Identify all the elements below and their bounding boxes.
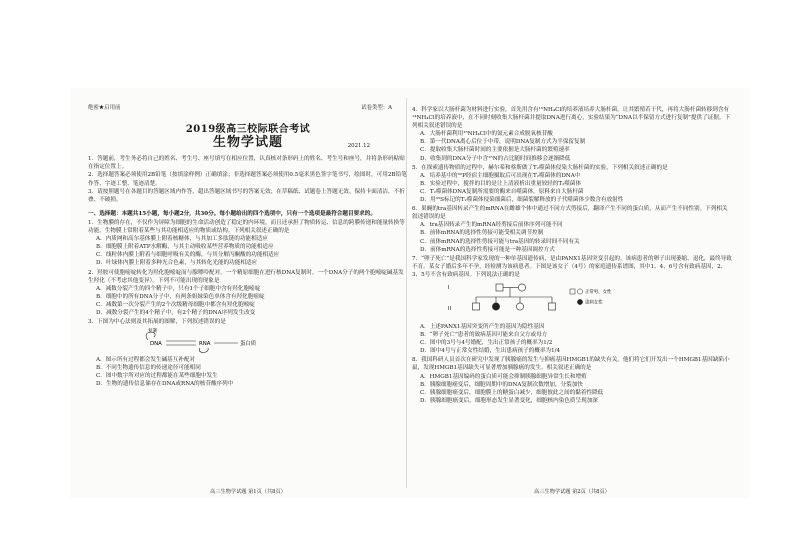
- rna-label: RNA: [199, 341, 211, 348]
- question-stem: 7．“卵子死亡”是我国科学家发现的一种单基因遗传病，是由PANX1基因突变引起的。该病患者的卵子出现萎缩、退化，最终导致不育。某女子婚后多年不孕，经检测为该病患者。下图是该女子（4号）的家庭遗传系谱图，其中1、4、6号含有致病基因，2、3、5号不含有致病基因。下列说法正确的是: [412, 255, 732, 278]
- legend-affected-female: [577, 299, 582, 304]
- instructions: [88, 155, 408, 204]
- legend-affected-label: 患病女性: [585, 300, 603, 306]
- option-a: A．减数分裂产生的四个精子中，只有1个子细胞中含有羟化胞嘧啶: [96, 285, 261, 292]
- option-b: B．前体mRNA的选择性剪接可能受相关调节控制: [420, 230, 544, 237]
- option-d: D．用³⁵S标记的T₂噬菌体侵染细菌后，细菌裂解释放的子代噬菌体少数含有放射性: [420, 197, 624, 204]
- pedigree-diagram: [412, 281, 612, 321]
- option-a: A．tra基因转录产生的mRNA经剪接后前体序列可能不同: [420, 222, 563, 229]
- option-b: B．不同生物遗传信息的传递途径可能相同: [96, 365, 201, 372]
- page-footer-left: 高三生物学试题 第1页（共8页）: [210, 488, 286, 495]
- page-footer-right: 高三生物学试题 第2页（共8页）: [534, 488, 610, 495]
- option-a: A．培养基中的³²P经宿主细胞摄取后可出现在T₂噬菌体的DNA中: [420, 172, 581, 179]
- pedigree-female-4: [492, 303, 499, 310]
- legend-normal-female: [577, 289, 582, 294]
- instruction-item: 2．选择题答案必须使用2B铅笔（按填涂样例）正确填涂；非选择题答案必须使用0.5毫米黑色签字笔书写，绘图时，可用2B铅笔作答，字迹工整、笔迹清楚。: [88, 172, 407, 187]
- question-stem: 2．羟胺可使胞嘧啶转化为羟化胞嘧啶而与腺嘌呤配对。一个精原细胞在进行核DNA复制时，一个DNA分子的两个胞嘧啶碱基发生羟化（不考虑其他变异）。下列不可能出现的现象是: [88, 269, 404, 284]
- central-dogma-diagram: [88, 328, 288, 354]
- option-a: A．HMGB1基因编码的蛋白质可能会抑制胰腺细胞异常生长和增殖: [420, 373, 587, 380]
- pedigree-male-6: [549, 303, 556, 310]
- option-b: B．第一代DNA离心后位于中带，说明DNA复制方式为半保留复制: [420, 139, 586, 146]
- question-stem: 4．科学家以大肠杆菌为材料进行实验，首先用含有¹⁵NH₄Cl的培养液培养大肠杆菌，让其繁殖若干代，再将大肠杆菌转移到含有¹⁴NH₄Cl的培养液中，在不同时刻收集大肠杆菌并提取DNA进行离心，实验结果为“DNA以半保留方式进行复制”提供了证据。下列相关叙述错误的是: [412, 107, 731, 130]
- exam-sheet: [70, 88, 750, 498]
- header-line: [88, 104, 408, 112]
- instruction-item: 1．答题前，考生务必将自己的姓名、考生号、座号填写在相应位置，认真核对条形码上的姓名、考生号和座号，并将条形码粘贴在指定位置上。: [88, 156, 405, 171]
- option-d: D．生物的遗传信息储存在DNA或RNA的核苷酸序列中: [96, 381, 234, 388]
- question-3: [88, 318, 408, 388]
- question-stem: 8．我国科研人员首次在研究中发现了胰腺癌的发生与抑癌基因HMGB1的缺失有关。他们将它们开发出一个HMGB1基因缺陷小鼠，发现HMGB1基因缺失可显著增加胰腺癌的发生。相关叙述正确的是: [412, 357, 730, 372]
- option-b: B．细胞中的所有DNA分子中，有两条姐妹染色单体含有羟化胞嘧啶: [96, 293, 265, 300]
- pedigree-male-3: [473, 303, 480, 310]
- legend-normal-male: [570, 289, 575, 294]
- option-b: B．“卵子死亡”患者的致病基因可能来自父方或母方: [420, 332, 548, 339]
- question-5: [412, 164, 732, 204]
- option-c: C．提取收集大肠杆菌时间的主要依据是大肠杆菌的繁殖速率: [420, 147, 570, 154]
- generation-i-label: I: [448, 284, 450, 291]
- legend-normal-label: 正常男、女性: [585, 289, 612, 295]
- pedigree-female-2: [518, 284, 525, 291]
- exam-title: 2019级高三校际联合考试: [185, 124, 311, 136]
- question-stem: 1．生物膜的存在，不仅作为屏障为细胞的生命活动创造了稳定的内环境，而且还承担了物质转运、信息的跨膜传递和能量转换等功能。生物膜上常附着某些与其功能相适应的物质或结构。下列相关叙述正确的是: [88, 219, 405, 235]
- option-d: D．收集到的DNA分子中含¹⁵N的占比随时间推移会逐渐降低: [420, 155, 571, 162]
- option-a: A．内质网和高尔基体膜上附着核糖体，与其加工多肽链的功能相适应: [96, 236, 268, 243]
- option-d: D．前体mRNA的选择性剪接可能是一种基因调控方式: [420, 246, 555, 253]
- question-2: [88, 269, 408, 318]
- subject-title: [88, 135, 408, 151]
- option-b: B．细胞膜上附着ATP水解酶，与其主动吸收某些营养物质的功能相适应: [96, 244, 274, 251]
- option-a: A．大肠杆菌利用¹⁵NH₄Cl中的氮元素合成脱氧核苷酸: [420, 131, 553, 138]
- right-column: [412, 88, 732, 498]
- left-column: [88, 88, 408, 498]
- confidential-label: 绝密★启用前: [88, 105, 121, 111]
- question-stem: 3．下图为中心法则及其拓展的图解，下列叙述错误的是: [88, 319, 226, 326]
- option-d: D．叶绿体内膜上附着多种光合色素，与其转化光能的功能相适应: [96, 260, 258, 267]
- instruction-item: 3．请按照题号在各题目的答题区域内作答，超出答题区域书写的答案无效；在草稿纸、试题卷上答题无效。保持卡面清洁，不折叠、不破损。: [88, 188, 405, 203]
- option-a: A．上述PANX1基因突变所产生的基因为隐性基因: [420, 323, 545, 330]
- protein-label: 蛋白质: [240, 341, 257, 348]
- dna-label: DNA: [150, 341, 162, 348]
- question-4: [412, 106, 732, 163]
- option-b: B．胰腺细胞癌变后，细胞周期中的DNA复制次数增加，分裂加快: [420, 381, 583, 388]
- question-6: [412, 205, 732, 254]
- section-heading: 一、选择题：本题共15小题，每小题2分，共30分。每小题给出的四个选项中，只有一个选项是最符合题目要求的。: [88, 210, 376, 217]
- question-7: [412, 255, 732, 356]
- central-dogma-figure: [88, 328, 408, 354]
- option-c: C．线粒体内膜上附着与细胞呼吸有关的酶，与其分解丙酮酸的功能相适应: [96, 252, 280, 259]
- question-1: [88, 219, 408, 268]
- paper-type-label: 试卷类型：A: [361, 105, 392, 111]
- option-c: C．T₂噬菌体DNA复制所需要的酶来自噬菌体，原料来自大肠杆菌: [420, 188, 584, 195]
- option-d: D．减数分裂产生的4个精子中，有2个精子的DNA序列发生改变: [96, 309, 256, 316]
- option-c: C．胰腺细胞癌变后，细胞膜上的糖蛋白减少，细胞彼此之间的黏着性降低: [420, 389, 604, 396]
- pedigree-male-1: [496, 284, 503, 291]
- question-8: [412, 356, 732, 405]
- option-a: A．图示所有过程都会发生碱基互补配对: [96, 357, 196, 364]
- exam-date: 2021.12: [347, 143, 370, 150]
- option-b: B．实验过程中，搅拌的目的是让上清液析出重量较轻的T₂噬菌体: [420, 180, 582, 187]
- question-stem: 5．在探索遗传物质的过程中，赫尔希和蔡斯做了T₂噬菌体侵染大肠杆菌的实验，下列相关叙述正确的是: [412, 164, 668, 171]
- option-c: C．图中数字所对应的过程都能在某些细胞中发生: [96, 373, 218, 380]
- pedigree-female-5: [516, 303, 523, 310]
- copy-label: 复制: [148, 329, 158, 335]
- option-c: C．减数第一次分裂产生的2个次级精母细胞中都含有羟化胞嘧啶: [96, 301, 255, 308]
- generation-ii-label: II: [448, 305, 451, 312]
- question-stem: 6．果蝇的tra基因转录产生的mRNA在雌雄个体中通过不同方式剪接后，翻译产生不同的蛋白质，从而产生不同性别。下列相关叙述错误的是: [412, 206, 728, 221]
- option-c: C．前体mRNA的选择性剪接可能与tra基因的转录时间不同有关: [420, 238, 580, 245]
- pedigree-figure: [412, 281, 732, 321]
- subject-title-text: 生物学试题: [212, 135, 283, 151]
- option-d: D．图中4号与正常女性结婚，生出患病孩子的概率为1/4: [420, 348, 561, 355]
- option-d: D．胰腺细胞癌变后，细胞形态发生显著变化，细胞核内染色质呈现加深: [420, 397, 598, 404]
- option-c: C．图中的3号与4号婚配，生出正常孩子的概率为1/2: [420, 340, 553, 347]
